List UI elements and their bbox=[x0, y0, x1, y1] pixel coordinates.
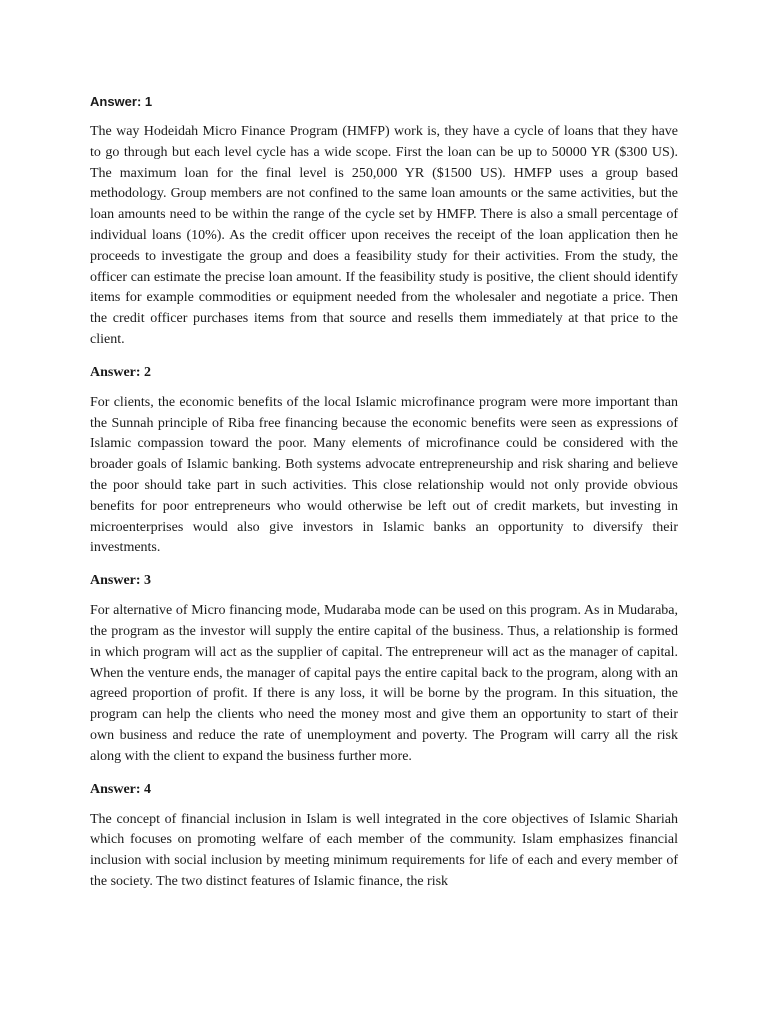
document-content bbox=[90, 92, 678, 905]
answer-heading-1: Answer: 1 bbox=[90, 94, 153, 109]
answer-heading-3: Answer: 3 bbox=[90, 573, 152, 589]
answer-body-3: For alternative of Micro financing mode, Mudaraba mode can be used on this program. As in Mudaraba, the program as the investor will supply the entire capital of the business. Thus, a relationship is formed in which program will act as the supplier of capital. The entrepreneur will act as the manager of capital. When the venture ends, the manager of capital pays the entire capital back to the program, along with an agreed proportion of profit. If there is any loss, it will be borne by the program. In this situation, the program can help the clients who need the money most and give them an opportunity to start of their own business and reduce the rate of unemployment and poverty. The Program will carry all the risk along with the client to expand the business further more. bbox=[90, 603, 678, 764]
answer-body-2: For clients, the economic benefits of the local Islamic microfinance program were more important than the Sunnah principle of Riba free financing because the economic benefits were seen as expressions of Islamic compassion toward the poor. Many elements of microfinance could be considered with the broader goals of Islamic banking. Both systems advocate entrepreneurship and risk sharing and believe the poor should take part in such activities. This close relationship would not only provide obvious benefits for poor entrepreneurs who would otherwise be left out of credit markets, but investing in microenterprises would also give investors in Islamic banks an opportunity to diversify their investments. bbox=[90, 394, 678, 556]
answer-section-4 bbox=[90, 780, 678, 893]
answer-heading-2: Answer: 2 bbox=[90, 364, 152, 380]
answer-section-3 bbox=[90, 571, 678, 767]
answer-body-4: The concept of financial inclusion in Islam is well integrated in the core objectives of Islamic Shariah which focuses on promoting welfare of each member of the community. Islam emphasizes financial inclusion with social inclusion by meeting minimum requirements for life of each and every member of the society. The two distinct features of Islamic finance, the risk bbox=[90, 811, 678, 889]
answer-body-1: The way Hodeidah Micro Finance Program (HMFP) work is, they have a cycle of loans that they have to go through but each level cycle has a wide scope. First the loan can be up to 50000 YR ($300 US). The maximum loan for the final level is 250,000 YR ($1500 US). HMFP uses a group based methodology. Group members are not confined to the same loan amounts or the same activities, but the loan amounts need to be within the range of the cycle set by HMFP. There is also a small percentage of individual loans (10%). As the credit officer upon receives the receipt of the loan application then he proceeds to investigate the group and does a feasibility study for their activities. From the study, the officer can estimate the precise loan amount. If the feasibility study is positive, the client should identify items for example commodities or equipment needed from the wholesaler and negotiate a price. Then the credit officer purchases items from that source and resells them immediately at that price to the client. bbox=[90, 124, 678, 347]
answer-section-2 bbox=[90, 363, 678, 559]
answer-heading-4: Answer: 4 bbox=[90, 781, 152, 797]
answer-section-1 bbox=[90, 92, 678, 351]
